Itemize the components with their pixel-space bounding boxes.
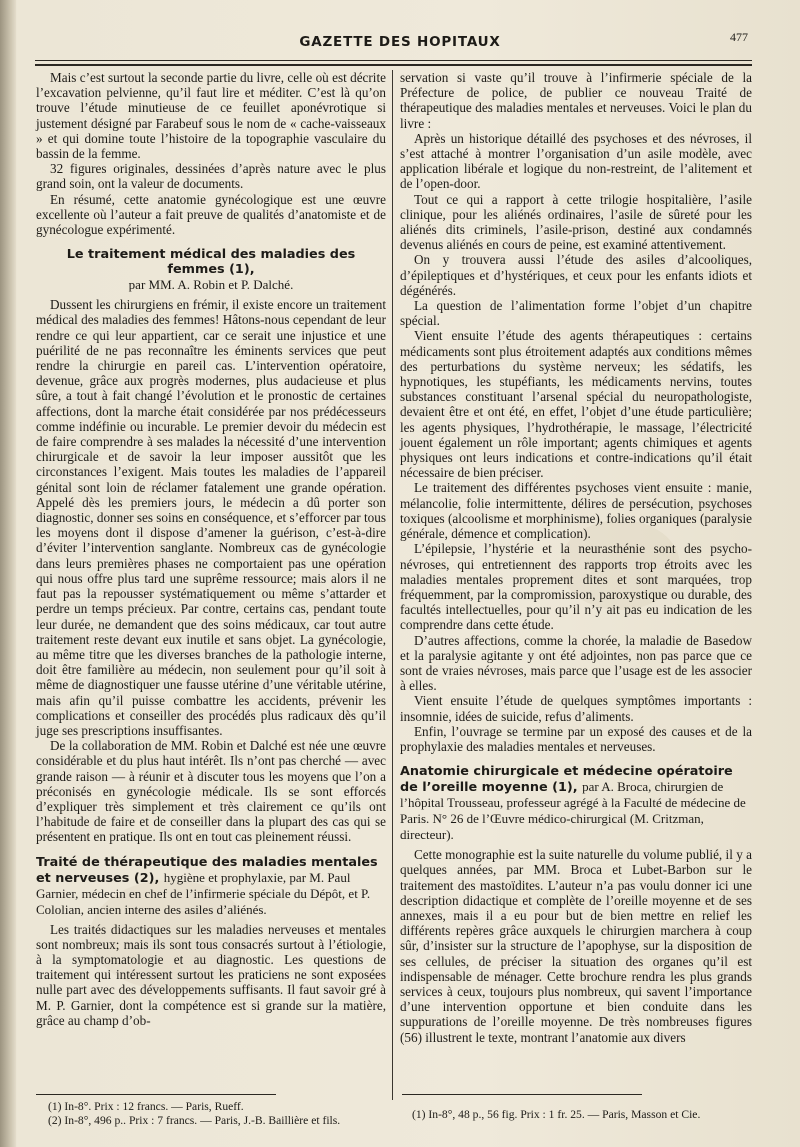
page-number: 477 (730, 30, 748, 44)
paragraph: Tout ce qui a rapport à cette trilogie hospitalière, l’asile clinique, pour les aliénés ordinaires, l’asile de sûreté pour les aliénés dits criminels, l’asile-prison, destiné aux condamnés devenus aliénés en cours de peine, est examiné attentivement. (400, 191, 752, 253)
paragraph: Le traitement des différentes psychoses vient ensuite : manie, mélancolie, folie intermittente, délires de persécution, psychoses toxiques (alcoolisme et morphinisme), folies organiques (paralysie générale, démence et complication). (400, 480, 752, 542)
paragraph: Enfin, l’ouvrage se termine par un exposé des causes et de la prophylaxie des maladies mentales et nerveuses. (400, 723, 752, 754)
binding-gutter (0, 0, 16, 1147)
article-heading (36, 855, 386, 918)
paragraph: Dussent les chirurgiens en frémir, il existe encore un traitement médical des maladies des femmes! Hâtons-nous cependant de leur rendre ce qui leur appartient, car ce serait une injustice et une puérilité de ne pas reconnaître les éminents services que peut rendre la chirurgie en pareil cas. L’intervention opératoire, devenue, grâce aux progrès modernes, plus audacieuse et plus sûre, a tout à fait changé l’évolution et le pronostic de certaines affections, dont la marche était considérée par nos prédécesseurs comme indéfinie ou incurable. Le premier devoir du médecin est de faire comprendre à ses malades la nécessité d’une intervention chirurgicale et de savoir la leur imposer aussitôt que les circonstances l’exigent. Mais toutes les maladies de l’appareil génital sont loin de réclamer fatalement une grande opération. Appelé dès les premiers jours, le médecin a dû porter son diagnostic, donner ses soins en conséquence, et s’efforcer par tous les moyens dont il dispose d’amener la guérison, c’est-à-dire d’éviter l’intervention sanglante. Nombreux cas de gynécologie dans leurs premières phases ne comportaient pas une opération qui nous offre plus tard une suprême ressource; mais alors il ne faut pas la repousser systématiquement ou même s’attarder et perdre un temps précieux. Par contre, certains cas, pendant toute leur durée, ne demandent que des soins médicaux, car tout autre traitement reste devant eux inutile et sans objet. La gynécologie, au même titre que les diverses branches de la pathologie interne, doit être familière au médecin, non seulement pour qu’il soit à même de diagnostiquer une fausse utérine d’une véritable utérine, mais afin qu’il puisse combattre les accidents, prévenir les complications et conseiller des procédés plus radicaux dès qu’il juge ses prescriptions insuffisantes. (36, 297, 386, 738)
footnote-rule (36, 1094, 276, 1095)
header-rule (35, 60, 752, 61)
footnote: (1) In-8°, 48 p., 56 fig. Prix : 1 fr. 25. — Paris, Masson et Cie. (412, 1108, 701, 1121)
paragraph: La question de l’alimentation forme l’objet d’un chapitre spécial. (400, 298, 752, 329)
footnote: (2) In-8°, 496 p.. Prix : 7 francs. — Paris, J.-B. Baillière et fils. (48, 1114, 341, 1127)
article-title: Anatomie chirurgicale et médecine opératoire de l’oreille moyenne (1), (400, 764, 733, 796)
footnote-rule (402, 1094, 642, 1095)
paragraph: En résumé, cette anatomie gynécologique est une œuvre excellente où l’auteur a fait preuve de qualités d’anatomiste et de gynécologue expérimenté. (36, 191, 386, 238)
paragraph: L’épilepsie, l’hystérie et la neurasthénie sont des psycho-névroses, qui entretiennent des rapports trop étroits avec les maladies mentales proprement dites et sont marquées, trop fréquemment, par la compromission, paroxystique ou durable, des facultés intellectuelles, pour qu’il n’y ait pas eu indication de les comprendre dans cette étude. (400, 541, 752, 633)
left-column (36, 70, 386, 1028)
running-title: GAZETTE DES HOPITAUX (299, 34, 501, 50)
header-rule-thick (35, 64, 752, 66)
paragraph: servation si vaste qu’il trouve à l’infirmerie spéciale de la Préfecture de police, de publier ce nouveau Traité de thérapeutique des maladies mentales et nerveuses. Voici le plan du livre : (400, 70, 752, 131)
article-title: Traité de thérapeutique des maladies mentales et nerveuses (2), (36, 854, 378, 886)
paragraph: Mais c’est surtout la seconde partie du livre, celle où est décrite l’excavation pelvienne, qu’il faut lire et méditer. C’est là qu’on trouve l’étude minutieuse de ce feuillet aponévrotique si justement désigné par Farabeuf sous le nom de « cache-vaisseaux » et qui domine toute l’histoire de la topographie vasculaire du bassin de la femme. (36, 70, 386, 162)
paragraph: De la collaboration de MM. Robin et Dalché est née une œuvre considérable et du plus haut intérêt. Ils n’ont pas cherché — avec grande raison — à réunir et à discuter tous les moyens que l’on a préconisés en gynécologie médicale. Ils se sont efforcés d’expliquer très simplement et très clairement ce qu’ils ont l’habitude de faire et de conseiller dans la plupart des cas qui se présentent en pratique. Ils ont en tout cas pleinement réussi. (36, 738, 386, 845)
paragraph: Après un historique détaillé des psychoses et des névroses, il s’est attaché à montrer l’organisation d’un asile modèle, avec application libérale et logique du non-restreint, de l’alitement et de l’open-door. (400, 130, 752, 192)
column-separator (392, 70, 393, 1100)
footnote: (1) In-8°. Prix : 12 francs. — Paris, Rueff. (48, 1100, 244, 1113)
paragraph: Vient ensuite l’étude de quelques symptômes importants : insomnie, idées de suicide, refus d’aliments. (400, 693, 752, 724)
paragraph: D’autres affections, comme la chorée, la maladie de Basedow et la paralysie agitante y ont été adjointes, non pas parce que ce sont de vraies névroses, mais parce que l’usage est de les associer à elles. (400, 632, 752, 694)
article-byline: par MM. A. Robin et P. Dalché. (128, 277, 294, 293)
footnotes-left (48, 1100, 340, 1128)
paragraph: 32 figures originales, dessinées d’après nature avec le plus grand soin, ont la valeur de documents. (36, 161, 386, 192)
paragraph: On y trouvera aussi l’étude des asiles d’alcooliques, d’épileptiques et d’hystériques, et ceux pour les enfants idiots et dégénérés. (400, 252, 752, 298)
paragraph: Vient ensuite l’étude des agents thérapeutiques : certains médicaments sont plus étroitement adaptés aux conditions mêmes des perturbations du système nerveux; les sédatifs, les hypnotiques, les stupéfiants, les médicaments nervins, toutes substances constituant l’arsenal spécial du neuropathologiste, devaient être et ont été, en effet, l’objet d’une étude particulière; les agents physiques, l’hydrothérapie, le massage, l’électricité jouent également un rôle important; agents chimiques et agents physiques ont leurs indications et contre-indications qu’il était nécessaire de bien préciser. (400, 328, 752, 481)
article-title: Le traitement médical des maladies des femmes (1), (66, 247, 356, 278)
article-heading (36, 247, 386, 293)
paragraph: Cette monographie est la suite naturelle du volume publié, il y a quelques années, par MM. Broca et Lubet-Barbon sur le traitement des mastoïdites. L’auteur n’a pas voulu donner ici une description didactique et complète de l’oreille moyenne et de ses annexes, mais il a eu pour but de bien mettre en relief les différents repères grâce auxquels le chirurgien marchera à coup sûr, d’insister sur la structure de l’apophyse, sur la disposition de ses cellules, de préciser la situation des organes qu’il est indispensable de ménager. Cette brochure rendra les plus grands services à ceux, toujours plus nombreux, qui savent l’importance d’une intervention opportune et bien conduite dans les suppurations de l’oreille moyenne. De très nombreuses figures (56) illustrent le texte, montrant l’anatomie aux divers (400, 847, 752, 1045)
right-column (400, 70, 752, 1045)
article-byline: hygiène et prophylaxie, par M. Paul Garnier, médecin en chef de l’infirmerie spéciale du Dépôt, et P. Cololian, ancien interne des asiles d’aliénés. (36, 869, 371, 917)
article-heading (400, 764, 752, 843)
footnotes-right (412, 1108, 700, 1122)
article-byline: par A. Broca, chirurgien de l’hôpital Trousseau, professeur agrégé à la Faculté de médecine de Paris. N° 26 de l’Œuvre médico-chirurgical (M. Critzman, directeur). (400, 779, 746, 843)
paragraph: Les traités didactiques sur les maladies nerveuses et mentales sont nombreux; mais ils sont tous consacrés surtout à l’étiologie, à la symptomatologie et au diagnostic. Les questions de traitement qui intéressent surtout les praticiens ne sont exposées nulle part avec des développements suffisants. Il faut savoir gré à M. P. Garnier, dont la compétence est si grande sur la matière, grâce au champ d’ob- (36, 921, 386, 1028)
